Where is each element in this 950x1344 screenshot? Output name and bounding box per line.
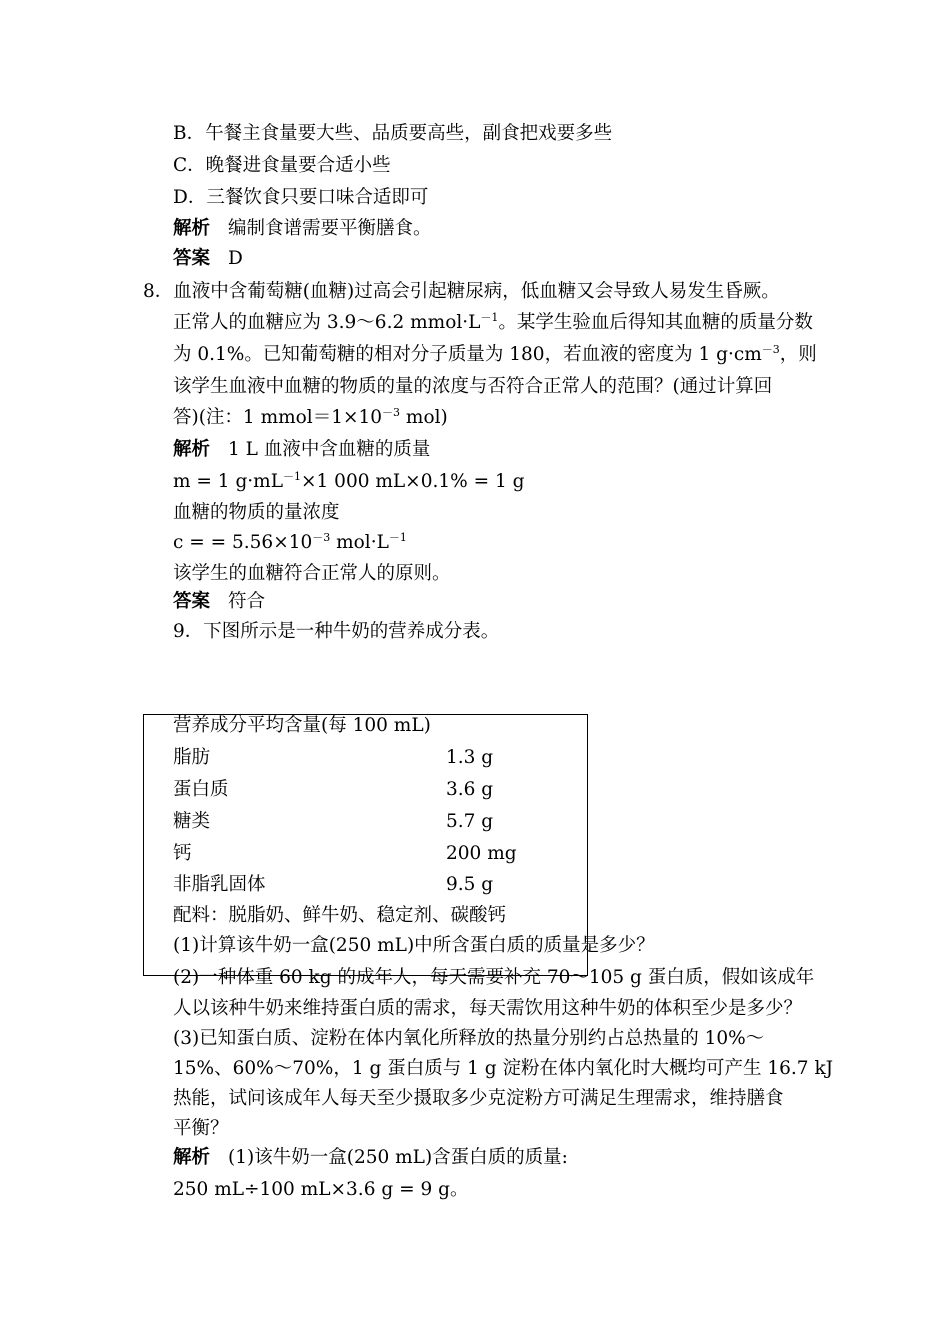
nutrient-name: 钙 xyxy=(173,843,192,864)
nutrient-value: 1.3 g xyxy=(446,747,494,768)
analysis-text: 1 L 血液中含血糖的质量 xyxy=(228,439,431,460)
q9-sub-question-3-line-2: 15%、60%～70%，1 g 蛋白质与 1 g 淀粉在体内氧化时大概均可产生 16.7 kJ xyxy=(173,1058,834,1079)
q9-sub-question-3-line-4: 平衡？ xyxy=(173,1118,229,1139)
nutrient-name: 蛋白质 xyxy=(173,779,229,800)
analysis-text: (1)该牛奶一盒(250 mL)含蛋白质的质量: xyxy=(228,1147,568,1168)
q8-answer xyxy=(173,590,265,614)
analysis-text: 编制食谱需要平衡膳食。 xyxy=(228,218,432,239)
analysis-label: 解析 xyxy=(173,439,211,460)
superscript: －3 xyxy=(382,406,401,419)
nutrient-name: 糖类 xyxy=(173,811,211,832)
superscript: －3 xyxy=(761,343,780,356)
nutrient-name: 非脂乳固体 xyxy=(173,874,266,895)
nutrient-value: 5.7 g xyxy=(446,811,494,832)
q8-line-5-a: 答)(注：1 mmol＝1×10 xyxy=(173,407,383,428)
q8-line-2 xyxy=(173,311,813,335)
q8-line-3 xyxy=(173,343,817,367)
nutrient-value: 200 mg xyxy=(446,843,517,864)
q8-number: 8． xyxy=(143,281,174,302)
q9-sub-question-3-line-1: (3)已知蛋白质、淀粉在体内氧化所释放的热量分别约占总热量的 10%～ xyxy=(173,1028,765,1049)
q9-sub-question-2-line-1: (2)一种体重 60 kg 的成年人，每天需要补充 70～105 g 蛋白质，假如该成年 xyxy=(173,967,815,988)
q8-analysis xyxy=(173,438,430,462)
q9-analysis xyxy=(173,1146,568,1170)
nutrition-table-title: 营养成分平均含量(每 100 mL) xyxy=(173,715,431,736)
answer-text: 符合 xyxy=(228,591,266,612)
q8-conclusion: 该学生的血糖符合正常人的原则。 xyxy=(173,563,451,584)
q8-line-3-a: 为 0.1%。已知葡萄糖的相对分子质量为 180，若血液的密度为 1 g·cm xyxy=(173,344,762,365)
q8-line-3-b: ，则 xyxy=(779,344,817,365)
superscript: －1 xyxy=(388,531,407,544)
q9-intro: 9．下图所示是一种牛奶的营养成分表。 xyxy=(173,621,500,642)
q9-sub-question-3-line-3: 热能，试问该成年人每天至少摄取多少克淀粉方可满足生理需求，维持膳食 xyxy=(173,1088,784,1109)
answer-label: 答案 xyxy=(173,591,211,612)
nutrient-value: 9.5 g xyxy=(446,874,494,895)
q8-line-4: 该学生血液中血糖的物质的量的浓度与否符合正常人的范围？(通过计算回 xyxy=(173,376,773,397)
formula-part: m = 1 g·mL xyxy=(173,471,284,492)
q9-sub-question-2-line-2: 人以该种牛奶来维持蛋白质的需求，每天需饮用这种牛奶的体积至少是多少？ xyxy=(173,998,803,1019)
q7-option-b: B．午餐主食量要大些、品质要高些，副食把戏要多些 xyxy=(173,123,613,144)
q7-option-c: C．晚餐进食量要合适小些 xyxy=(173,155,391,176)
q7-answer xyxy=(173,247,243,271)
analysis-label: 解析 xyxy=(173,1147,211,1168)
q8-mass-formula xyxy=(173,470,524,494)
q8-line-5-b: mol) xyxy=(400,407,448,428)
q8-line-1 xyxy=(143,280,780,304)
q9-calculation: 250 mL÷100 mL×3.6 g = 9 g。 xyxy=(173,1179,469,1200)
superscript: －1 xyxy=(480,311,499,324)
q8-text: 血液中含葡萄糖(血糖)过高会引起糖尿病，低血糖又会导致人易发生昏厥。 xyxy=(173,281,780,302)
q8-line-5 xyxy=(173,406,448,430)
superscript: －1 xyxy=(283,470,302,483)
nutrient-name: 脂肪 xyxy=(173,747,211,768)
formula-part: c = = 5.56×10 xyxy=(173,532,313,553)
q8-concentration-formula xyxy=(173,531,407,555)
analysis-label: 解析 xyxy=(173,218,211,239)
nutrient-value: 3.6 g xyxy=(446,779,494,800)
q7-option-d: D．三餐饮食只要口味合适即可 xyxy=(173,187,429,208)
superscript: －3 xyxy=(312,531,331,544)
q8-line-2-a: 正常人的血糖应为 3.9～6.2 mmol·L xyxy=(173,312,481,333)
q9-sub-question-1: (1)计算该牛奶一盒(250 mL)中所含蛋白质的质量是多少？ xyxy=(173,935,655,956)
q8-concentration-label: 血糖的物质的量浓度 xyxy=(173,502,340,523)
formula-part: mol·L xyxy=(330,532,389,553)
answer-text: D xyxy=(228,248,243,269)
formula-part: ×1 000 mL×0.1% = 1 g xyxy=(301,471,525,492)
answer-label: 答案 xyxy=(173,248,211,269)
q7-analysis xyxy=(173,217,432,241)
ingredients-line: 配料：脱脂奶、鲜牛奶、稳定剂、碳酸钙 xyxy=(173,905,507,926)
q8-line-2-b: 。某学生验血后得知其血糖的质量分数 xyxy=(498,312,813,333)
